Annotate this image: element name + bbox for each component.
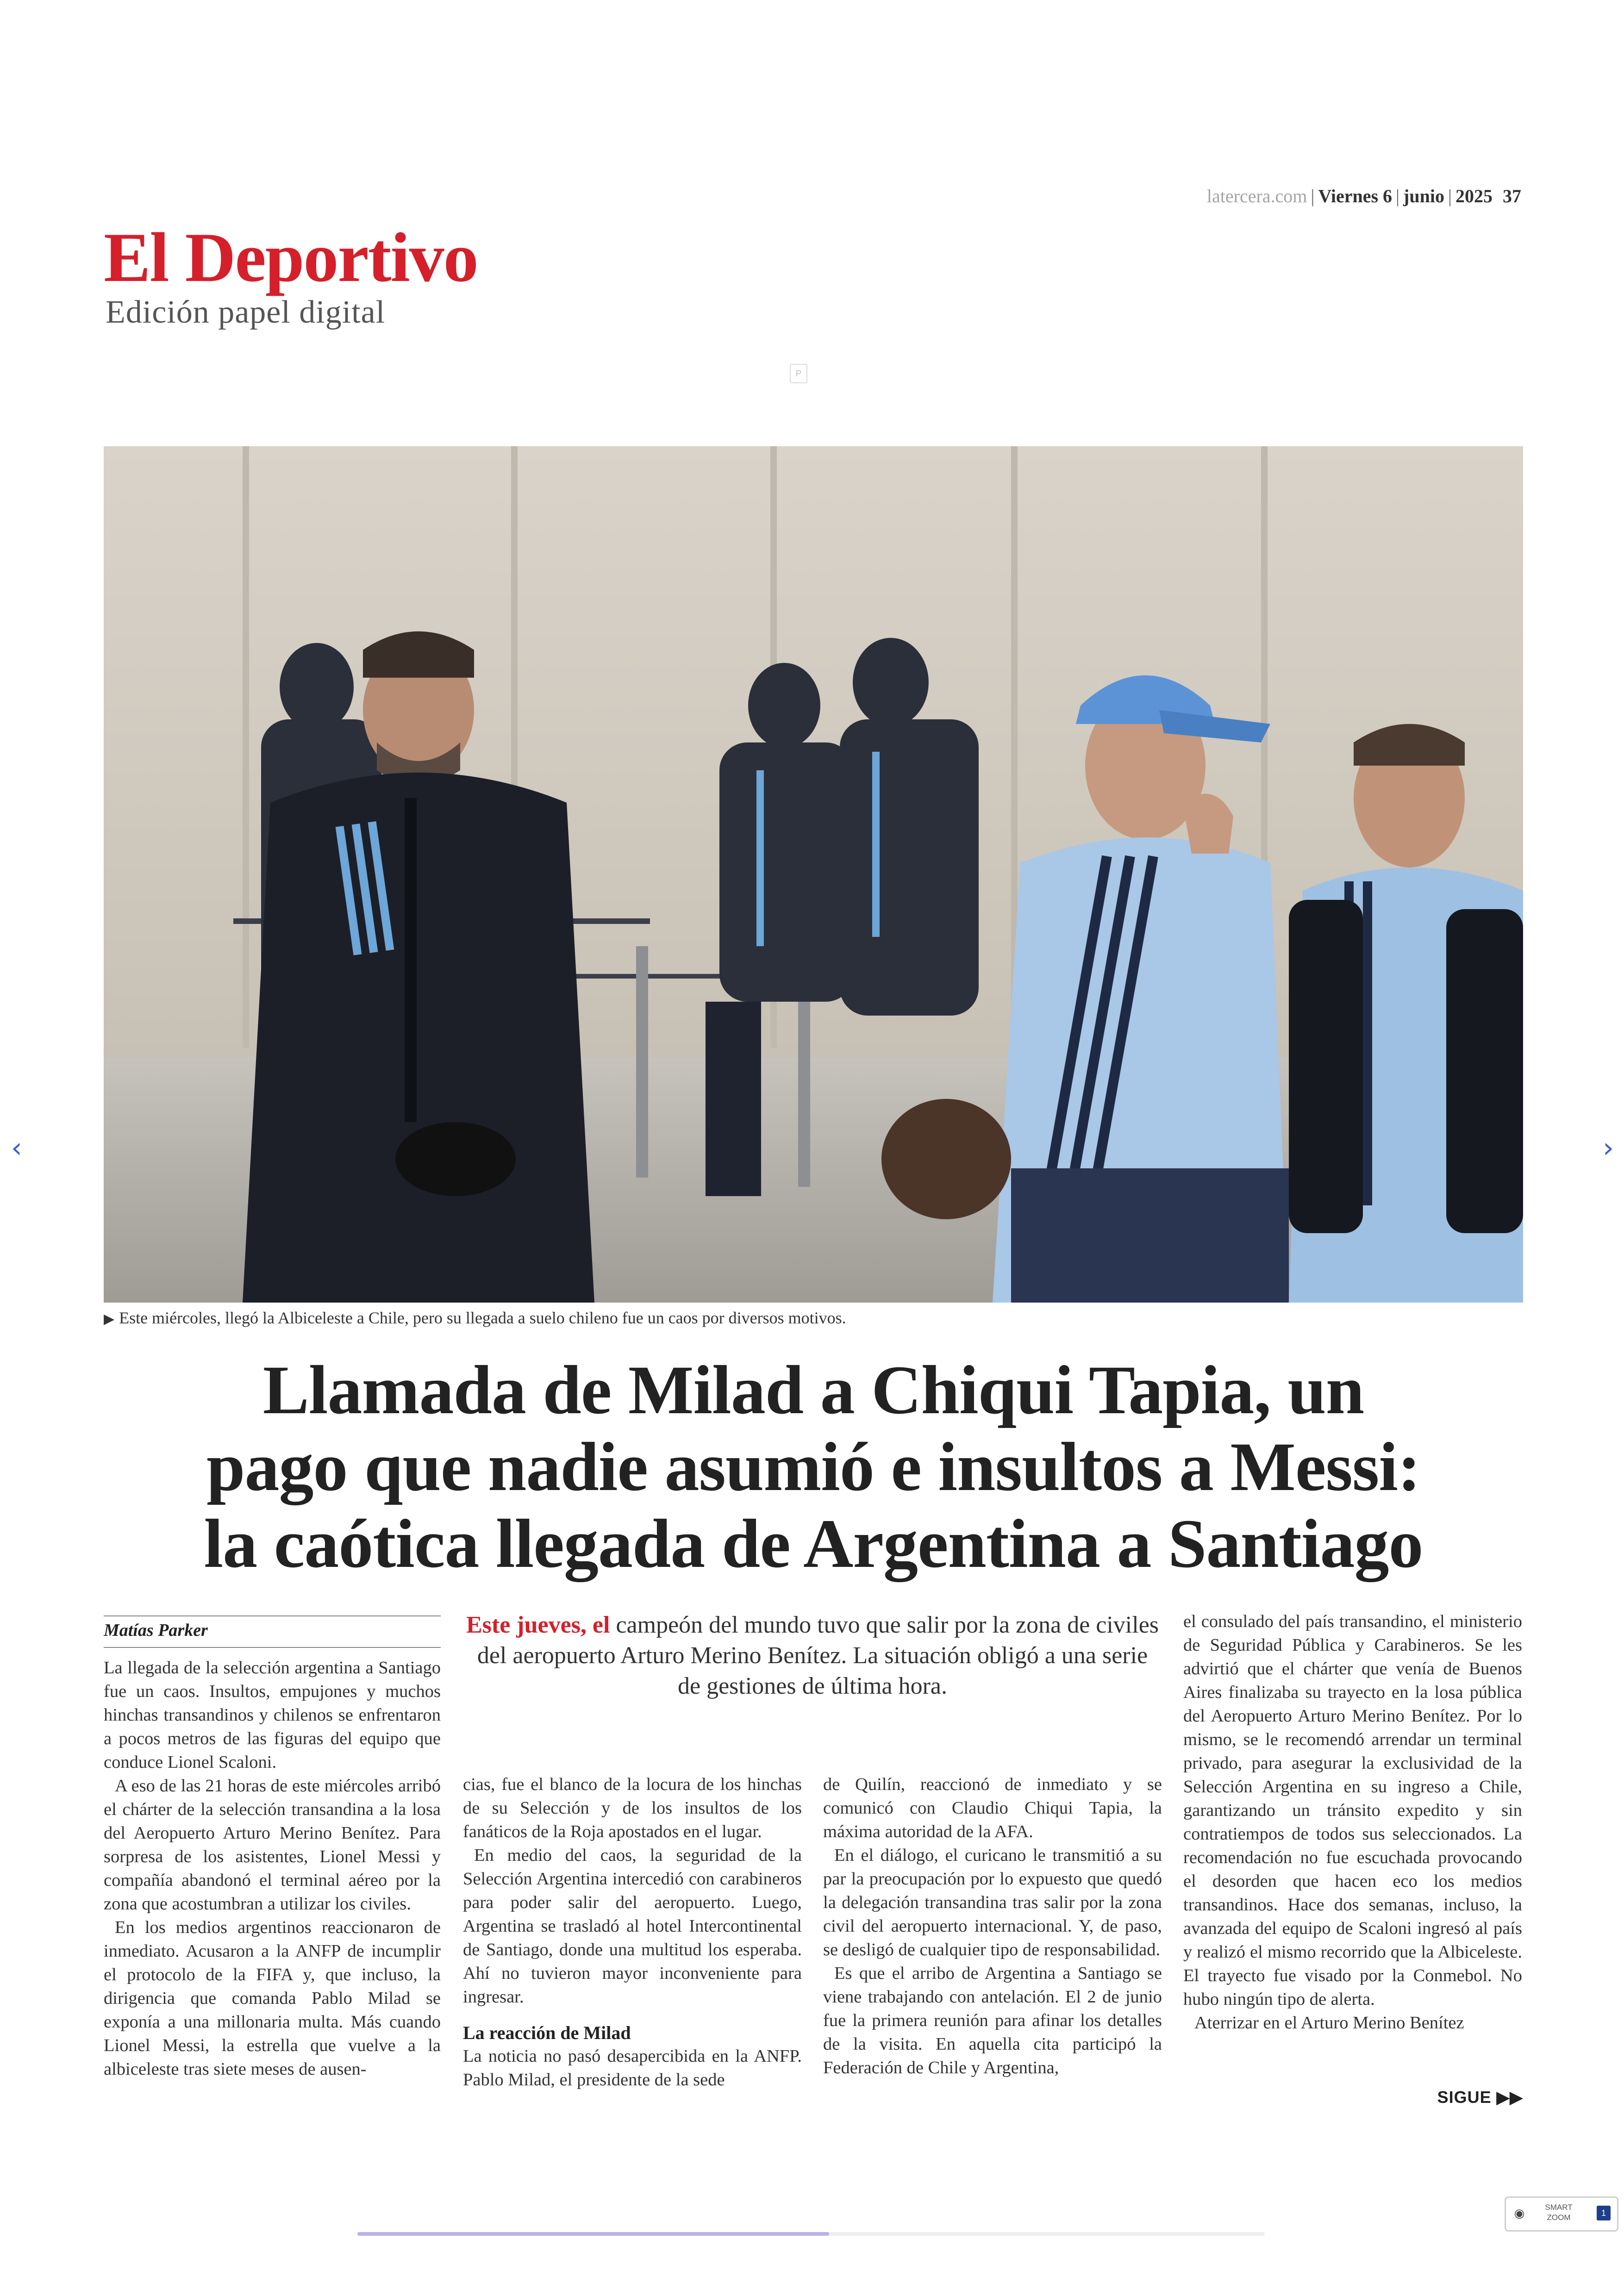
chevron-right-icon: › <box>1603 1132 1614 1164</box>
caption-arrow-icon: ▶ <box>104 1311 115 1327</box>
next-page-button[interactable] <box>1594 1129 1622 1166</box>
divider <box>104 1615 441 1616</box>
issue-month: junio <box>1403 186 1444 206</box>
photo-image <box>104 446 1523 1303</box>
headline <box>104 1352 1523 1582</box>
paragraph: Aterrizar en el Arturo Merino Benítez <box>1194 2013 1464 2033</box>
article-photo <box>104 446 1523 1303</box>
paragraph: En el diálogo, el curicano le transmitió a su par la preocupación por lo expuesto que quedó la delegación transandina tras salir por la zona civil del aeropuerto internacional. Y, de paso, se desligó de cualquier tipo de responsabilidad. <box>823 1846 1162 1959</box>
subheading: La reacción de Milad <box>463 2022 631 2043</box>
deck-lead: Este jueves, el <box>466 1612 610 1638</box>
page-marker-icon: P <box>790 364 807 383</box>
article-column-2 <box>463 1773 802 2092</box>
smart-zoom-button[interactable] <box>1505 2196 1618 2232</box>
paragraph: En los medios argentinos reaccionaron de inmediato. Acusaron a la ANFP de incumplir el protocolo de la FIFA y, que incluso, la dirigencia que comanda Pablo Milad se exponía a una millonaria multa. Más cuando Lionel Messi, la estrella que vuelve a la albiceleste tras siete meses de ausen- <box>104 1918 441 2079</box>
page-folio: latercera.com | Viernes 6 | junio | 2025 37 <box>1206 186 1521 206</box>
headline-line: pago que nadie asumió e insultos a Messi: <box>206 1428 1420 1505</box>
paragraph: La noticia no pasó desapercibida en la ANFP. Pablo Milad, el presidente de la sede <box>463 2046 802 2089</box>
deck-text: campeón del mundo tuvo que salir por la zona de civiles del aeropuerto Arturo Merino Benítez. La situación obligó a una serie de gestiones de última hora. <box>477 1612 1159 1699</box>
divider <box>104 1647 441 1648</box>
paragraph: cias, fue el blanco de la locura de los hinchas de su Selección y de los insultos de los fanáticos de la Roja apostados en el lugar. <box>463 1775 802 1841</box>
issue-day: Viernes 6 <box>1318 186 1393 206</box>
headline-line: Llamada de Milad a Chiqui Tapia, un <box>262 1352 1364 1428</box>
article-column-4 <box>1183 1610 1522 2035</box>
paragraph: Es que el arribo de Argentina a Santiago se viene trabajando con antelación. El 2 de junio fue la primera reunión para afinar los detalles de la visita. En aquella cita participó la Federación de Chile y Argentina, <box>823 1964 1162 2077</box>
reading-progress-fill <box>357 2232 829 2236</box>
chevron-left-icon: ‹ <box>11 1132 22 1164</box>
paragraph: el consulado del país transandino, el ministerio de Seguridad Pública y Carabineros. Se les advirtió que el chárter que venía de Buenos Aires finalizaba su trayecto en la losa pública del Aeropuerto Arturo Merino Benítez. Por lo mismo, se le recomendó arrendar un terminal privado, para asegurar la exclusividad de la Selección Argentina en su ingreso a Chile, garantizando un tránsito expedito y sin contratiempos de todos sus seleccionados. La recomendación no fue escuchada provocando el desorden que hacen eco los medios transandinos. Hace dos semanas, incluso, la avanzada del equipo de Scaloni ingresó al país y realizó el mismo recorrido que la Albiceleste. El trayecto fue visado por la Conmebol. No hubo ningún tipo de alerta. <box>1183 1612 1522 2009</box>
paragraph: de Quilín, reaccionó de inmediato y se comunicó con Claudio Chiqui Tapia, la máxima autoridad de la AFA. <box>823 1775 1162 1841</box>
byline: Matías Parker <box>104 1621 208 1640</box>
article-deck <box>463 1610 1162 1702</box>
section-title: El Deportivo <box>104 218 478 296</box>
headline-line: la caótica llegada de Argentina a Santiago <box>204 1505 1423 1582</box>
smart-zoom-badge: 1 <box>1597 2206 1611 2220</box>
paragraph: A eso de las 21 horas de este miércoles arribó el chárter de la selección transandina a la losa del Aeropuerto Arturo Merino Benítez. Para sorpresa de los asistentes, Lionel Messi y compañía abandonó el terminal aéreo por la zona que acostumbran a utilizar los civiles. <box>104 1776 441 1914</box>
eye-icon: ◉ <box>1514 2206 1525 2220</box>
continue-label: SIGUE ▶▶ <box>1437 2088 1523 2107</box>
paragraph: La llegada de la selección argentina a Santiago fue un caos. Insultos, empujones y muchos hinchas transandinos y chilenos se enfrentaron a pocos metros de las figuras del equipo que conduce Lionel Scaloni. <box>104 1658 441 1772</box>
page-number: 37 <box>1503 186 1521 206</box>
photo-caption: ▶ Este miércoles, llegó la Albiceleste a Chile, pero su llegada a suelo chileno fue un caos por diversos motivos. <box>104 1309 846 1327</box>
paragraph: En medio del caos, la seguridad de la Selección Argentina intercedió con carabineros para poder salir del aeropuerto. Luego, Argentina se trasladó al hotel Intercontinental de Santiago, donde una multitud los esperaba. Ahí no tuvieron mayor inconveniente para ingresar. <box>463 1846 802 2007</box>
article-column-3 <box>823 1773 1162 2080</box>
site-name: latercera.com <box>1206 186 1307 206</box>
smart-zoom-label: SMART ZOOM <box>1545 2203 1573 2222</box>
issue-year: 2025 <box>1455 186 1493 206</box>
prev-page-button[interactable] <box>3 1129 31 1166</box>
section-subtitle: Edición papel digital <box>106 294 386 330</box>
article-column-1 <box>104 1656 441 2081</box>
